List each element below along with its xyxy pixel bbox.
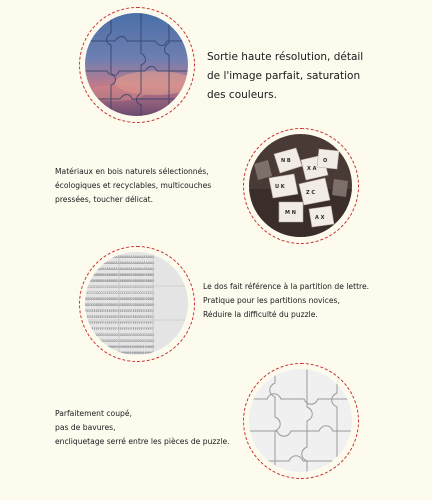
svg-text:AAAAAAAAAAAAAAAAAAAAAAAAAAAAAA: AAAAAAAAAAAAAAAAAAAAAAAAAAAAAAAA	[85, 255, 155, 259]
svg-text:X A: X A	[307, 166, 317, 172]
svg-text:FFFFFFFFFFFFFFFFFFFFFFFFFFFFFF: FFFFFFFFFFFFFFFFFFFFFFFFFFFFFFFF	[85, 327, 155, 331]
feature-3-line-2: Pratique pour les partitions novices,	[203, 296, 340, 305]
svg-text:U K: U K	[275, 184, 285, 190]
svg-text:GGGGGGGGGGGGGGGGGGGGGGGGGGGGGG: GGGGGGGGGGGGGGGGGGGGGGGGGGGGGGGG	[85, 339, 155, 343]
svg-text:HHHHHHHHHHHHHHHHHHHHHHHHHHHHHH: HHHHHHHHHHHHHHHHHHHHHHHHHHHHHHHH	[85, 351, 155, 355]
feature-3-line-1: Le dos fait référence à la partition de lettre.	[203, 282, 370, 291]
svg-text:M N: M N	[285, 210, 296, 216]
sky-puzzle-icon	[85, 13, 188, 116]
feature-image-frame-1	[79, 7, 195, 123]
feature-2-line-1: Matériaux en bois naturels sélectionnés,	[55, 167, 209, 176]
feature-3-line-3: Réduire la difficulté du puzzle.	[203, 310, 318, 319]
svg-text:DDDDDDDDDDDDDDDDDDDDDDDDDDDDDD: DDDDDDDDDDDDDDDDDDDDDDDDDDDDDDDD	[85, 297, 155, 301]
svg-text:DDDDDDDDDDDDDDDDDDDDDDDDDDDDDD: DDDDDDDDDDDDDDDDDDDDDDDDDDDDDDDD	[85, 303, 155, 307]
feature-text-3	[203, 280, 369, 322]
letter-grid-icon	[85, 252, 188, 355]
svg-text:HHHHHHHHHHHHHHHHHHHHHHHHHHHHHH: HHHHHHHHHHHHHHHHHHHHHHHHHHHHHHHH	[85, 345, 155, 349]
svg-text:BBBBBBBBBBBBBBBBBBBBBBBBBBBBBB: BBBBBBBBBBBBBBBBBBBBBBBBBBBBBBBB	[85, 273, 155, 277]
feature-text-1	[207, 48, 363, 105]
svg-text:CCCCCCCCCCCCCCCCCCCCCCCCCCCCCC: CCCCCCCCCCCCCCCCCCCCCCCCCCCCCCCC	[85, 285, 155, 289]
feature-1-line-3: des couleurs.	[207, 89, 277, 101]
svg-text:O: O	[323, 158, 328, 164]
feature-2-line-3: pressées, toucher délicat.	[55, 195, 154, 204]
svg-text:EEEEEEEEEEEEEEEEEEEEEEEEEEEEEE: EEEEEEEEEEEEEEEEEEEEEEEEEEEEEEEE	[85, 315, 155, 319]
svg-text:AAAAAAAAAAAAAAAAAAAAAAAAAAAAAA: AAAAAAAAAAAAAAAAAAAAAAAAAAAAAAAA	[85, 261, 155, 265]
feature-4-line-2: pas de bavures,	[55, 423, 116, 432]
svg-text:A X: A X	[315, 215, 325, 221]
svg-text:EEEEEEEEEEEEEEEEEEEEEEEEEEEEEE: EEEEEEEEEEEEEEEEEEEEEEEEEEEEEEEE	[85, 309, 155, 313]
svg-text:AAAAAAAAAAAAAAAAAAAAAAAAAAAAAA: AAAAAAAAAAAAAAAAAAAAAAAAAAAAAAAA	[85, 267, 155, 271]
feature-2-line-2: écologiques et recyclables, multicouches	[55, 181, 212, 190]
wood-pieces-icon	[249, 134, 352, 237]
feature-image-frame-4	[243, 363, 359, 479]
svg-text:N B: N B	[281, 158, 291, 164]
feature-1-line-2: de l'image parfait, saturation	[207, 70, 361, 82]
feature-text-2	[55, 165, 211, 207]
feature-1-line-1: Sortie haute résolution, détail	[207, 51, 364, 63]
svg-text:GGGGGGGGGGGGGGGGGGGGGGGGGGGGGG: GGGGGGGGGGGGGGGGGGGGGGGGGGGGGGGG	[85, 333, 155, 337]
svg-text:Z C: Z C	[306, 190, 316, 196]
feature-4-line-3: encliquetage serré entre les pièces de puzzle.	[55, 437, 230, 446]
svg-text:CCCCCCCCCCCCCCCCCCCCCCCCCCCCCC: CCCCCCCCCCCCCCCCCCCCCCCCCCCCCCCC	[85, 291, 155, 295]
feature-image-frame-3	[79, 246, 195, 362]
white-puzzle-icon	[249, 369, 352, 472]
svg-text:BBBBBBBBBBBBBBBBBBBBBBBBBBBBBB: BBBBBBBBBBBBBBBBBBBBBBBBBBBBBBBB	[85, 279, 155, 283]
svg-text:FFFFFFFFFFFFFFFFFFFFFFFFFFFFFF: FFFFFFFFFFFFFFFFFFFFFFFFFFFFFFFF	[85, 321, 155, 325]
feature-text-4	[55, 407, 230, 449]
feature-4-line-1: Parfaitement coupé,	[55, 409, 132, 418]
feature-image-frame-2	[243, 128, 359, 244]
